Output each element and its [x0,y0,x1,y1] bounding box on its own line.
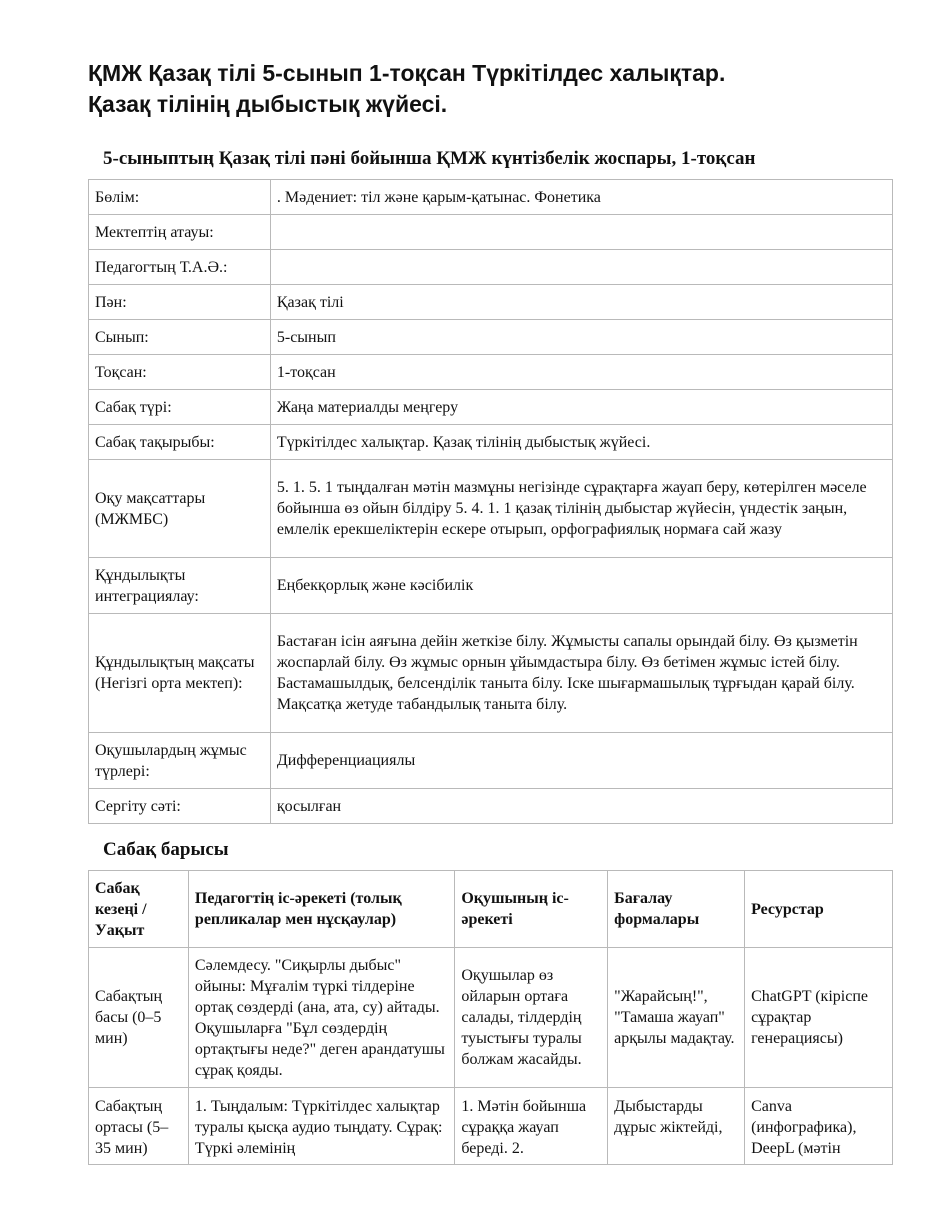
info-value: Дифференциациялы [270,733,892,789]
info-label: Педагогтың Т.А.Ә.: [89,250,271,285]
info-value: Еңбекқорлық және кәсібилік [270,558,892,614]
header-student-activity: Оқушының іс-әрекеті [455,871,608,948]
info-label: Бөлім: [89,180,271,215]
table-row [89,948,893,1088]
info-value: қосылған [270,789,892,824]
info-value: Қазақ тілі [270,285,892,320]
cell-resources: Canva (инфографика), DeepL (мәтін [745,1088,893,1165]
info-value: Жаңа материалды меңгеру [270,390,892,425]
cell-assessment: Дыбыстарды дұрыс жіктейді, [608,1088,745,1165]
cell-student-activity: Оқушылар өз ойларын ортаға салады, тілдердің туыстығы туралы болжам жасайды. [455,948,608,1088]
cell-teacher-activity: Сәлемдесу. "Сиқырлы дыбыс" ойыны: Мұғалім түркі тілдеріне ортақ сөздерді (ана, ата, су) айтады. Оқушыларға "Бұл сөздердің ортақтығы неде?" деген арандатушы сұрақ қояды. [188,948,454,1088]
info-value: Бастаған ісін аяғына дейін жеткізе білу. Жұмысты сапалы орындай білу. Өз қызметін жоспарлай білу. Өз жұмыс орнын ұйымдастыра білу. Өз бетімен жұмыс істей білу. Бастамашылдық, белсенділік таныта білу. Іске шығармашылық тұрғыдан қарай білу. Мақсатқа жетуде табандылық таныта білу. [270,614,892,733]
header-resources: Ресурстар [745,871,893,948]
header-teacher-activity: Педагогтің іс-әрекеті (толық репликалар мен нұсқаулар) [188,871,454,948]
info-label: Сергіту сәті: [89,789,271,824]
info-label: Сынып: [89,320,271,355]
lesson-flow-table [88,870,893,1165]
cell-resources: ChatGPT (кіріспе сұрақтар генерациясы) [745,948,893,1088]
info-label: Сабақ түрі: [89,390,271,425]
info-value: 1-тоқсан [270,355,892,390]
info-label: Сабақ тақырыбы: [89,425,271,460]
cell-student-activity: 1. Мәтін бойынша сұраққа жауап береді. 2. [455,1088,608,1165]
info-label: Құндылықтың мақсаты (Негізгі орта мектеп): [89,614,271,733]
cell-assessment: "Жарайсың!", "Тамаша жауап" арқылы мадақтау. [608,948,745,1088]
info-value: 5-сынып [270,320,892,355]
title-line-1: ҚМЖ Қазақ тілі 5-сынып 1-тоқсан Түркітілдес халықтар. [88,60,726,86]
lesson-table-header [89,871,893,948]
title-line-2: Қазақ тілінің дыбыстық жүйесі. [88,91,448,117]
lesson-flow-heading: Сабақ барысы [103,839,229,860]
cell-stage: Сабақтың басы (0–5 мин) [89,948,189,1088]
table-row [89,1088,893,1165]
info-value: 5. 1. 5. 1 тыңдалған мәтін мазмұны негізінде сұрақтарға жауап беру, көтерілген мәселе бойынша өз ойын білдіру 5. 4. 1. 1 қазақ тілінің дыбыстар жүйесін, үндестік заңын, емлелік ерекшеліктерін ескере отырып, орфографиялық нормаға сай жазу [270,460,892,558]
info-label: Мектептің атауы: [89,215,271,250]
header-stage: Сабақ кезеңі / Уақыт [89,871,189,948]
plan-heading: 5-сыныптың Қазақ тілі пәні бойынша ҚМЖ күнтізбелік жоспары, 1-тоқсан [103,148,756,169]
info-label: Оқу мақсаттары (МЖМБС) [89,460,271,558]
header-assessment: Бағалау формалары [608,871,745,948]
cell-teacher-activity: 1. Тыңдалым: Түркітілдес халықтар туралы қысқа аудио тыңдату. Сұрақ: Түркі әлемінің [188,1088,454,1165]
info-label: Құндылықты интеграциялау: [89,558,271,614]
info-label: Пән: [89,285,271,320]
info-value: . Мәдениет: тіл және қарым-қатынас. Фонетика [270,180,892,215]
info-value: Түркітілдес халықтар. Қазақ тілінің дыбыстық жүйесі. [270,425,892,460]
info-label: Оқушылардың жұмыс түрлері: [89,733,271,789]
cell-stage: Сабақтың ортасы (5–35 мин) [89,1088,189,1165]
info-label: Тоқсан: [89,355,271,390]
